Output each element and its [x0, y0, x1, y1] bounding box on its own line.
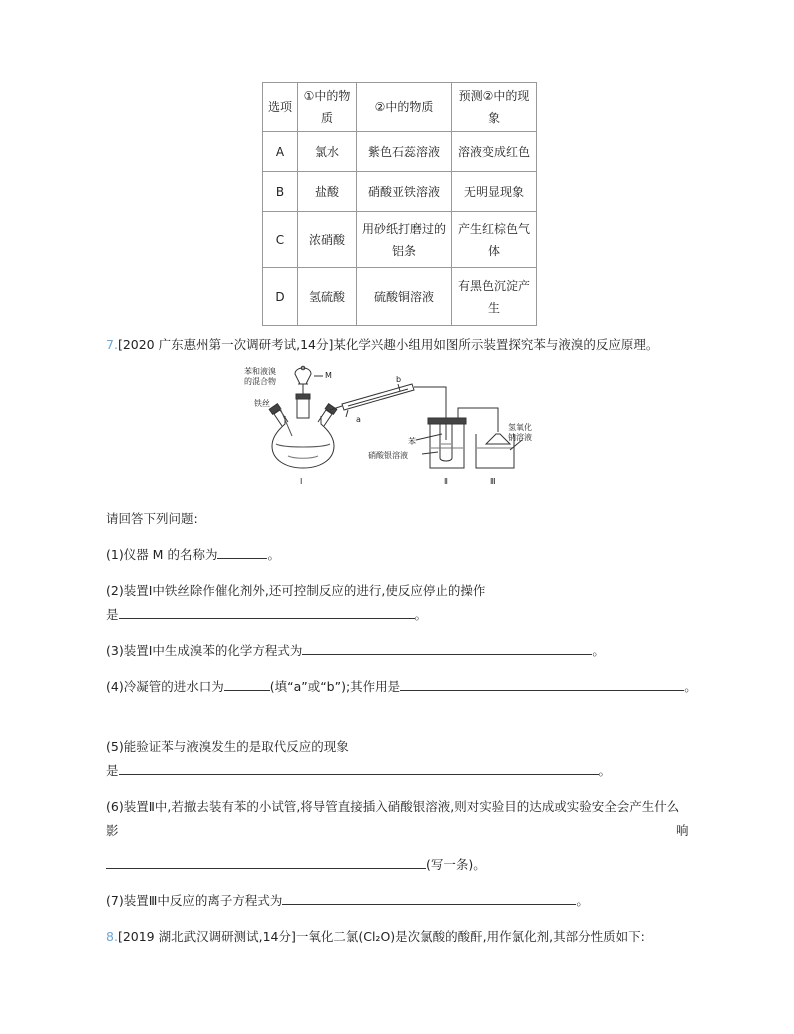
apparatus-figure	[240, 364, 540, 488]
label-outlet-b: b	[396, 375, 402, 384]
question-part-6-line2-start: 影	[106, 823, 119, 838]
answer-intro: 请回答下列问题:	[106, 511, 198, 526]
label-benzene: 苯	[408, 437, 416, 446]
answer-blank[interactable]	[302, 642, 592, 655]
question-number: 8.	[106, 929, 118, 944]
table-header: 选项	[263, 83, 298, 132]
label-mixture-line1: 苯和液溴	[244, 367, 276, 376]
table-header: ①中的物质	[298, 83, 357, 132]
question-text: [2020 广东惠州第一次调研考试,14分]某化学兴趣小组用如图所示装置探究苯与液溴的反应原理。	[117, 337, 659, 352]
question-text: (4)冷凝管的进水口为	[106, 679, 224, 694]
table-cell: 溶液变成红色	[452, 132, 537, 172]
question-text: (3)装置Ⅰ中生成溴苯的化学方程式为	[106, 643, 303, 658]
table-row	[263, 212, 537, 268]
table-cell: 硫酸铜溶液	[357, 268, 452, 326]
question-part-6-line1: (6)装置Ⅱ中,若撤去装有苯的小试管,将导管直接插入硝酸银溶液,则对实验目的达成或实验安全会产生什么	[106, 799, 680, 814]
table-cell: 紫色石蕊溶液	[357, 132, 452, 172]
label-silver-nitrate: 硝酸银溶液	[368, 451, 408, 460]
answer-blank[interactable]	[119, 762, 599, 775]
question-part-4	[106, 678, 697, 696]
table-cell: 用砂纸打磨过的铝条	[357, 212, 452, 268]
label-apparatus-iii: Ⅲ	[490, 477, 496, 486]
table-row	[263, 172, 537, 212]
question-text: 是	[106, 763, 119, 778]
question-part-6-line3	[106, 856, 486, 874]
question-text: 。	[684, 679, 697, 694]
question-text: 。	[576, 893, 589, 908]
answer-blank[interactable]	[217, 546, 267, 559]
question-part-5-line2	[106, 762, 611, 780]
question-text: 。	[598, 763, 612, 778]
question-part-1	[106, 546, 280, 564]
question-text: 。	[267, 547, 280, 562]
table-row	[263, 268, 537, 326]
table-cell: C	[263, 212, 298, 268]
answer-blank[interactable]	[282, 892, 576, 905]
question-text: 是	[106, 607, 119, 622]
table-cell: D	[263, 268, 298, 326]
table-cell: 产生红棕色气体	[452, 212, 537, 268]
question-part-5-line1: (5)能验证苯与液溴发生的是取代反应的现象	[106, 739, 349, 754]
options-table	[262, 82, 537, 326]
question-part-2-line1: (2)装置Ⅰ中铁丝除作催化剂外,还可控制反应的进行,使反应停止的操作	[106, 583, 486, 598]
question-text: (1)仪器 M 的名称为	[106, 547, 218, 562]
label-mixture-line2: 的混合物	[244, 377, 276, 386]
question-8-stem	[106, 928, 645, 946]
answer-blank[interactable]	[106, 856, 426, 869]
table-header: ②中的物质	[357, 83, 452, 132]
question-text: (7)装置Ⅲ中反应的离子方程式为	[106, 893, 283, 908]
question-part-7	[106, 892, 589, 910]
question-text: [2019 湖北武汉调研测试,14分]一氧化二氯(Cl₂O)是次氯酸的酸酐,用作氯化剂,其部分性质如下:	[117, 929, 645, 944]
label-m: M	[325, 371, 332, 380]
table-cell: 无明显现象	[452, 172, 537, 212]
table-cell: 盐酸	[298, 172, 357, 212]
question-part-3	[106, 642, 605, 660]
label-naoh-line2: 钠溶液	[508, 433, 532, 442]
table-cell: 氯水	[298, 132, 357, 172]
question-text: 。	[414, 607, 428, 622]
table-header-row	[263, 83, 537, 132]
question-part-6-line2-end: 响	[676, 823, 689, 838]
table-cell: 氢硫酸	[298, 268, 357, 326]
table-cell: B	[263, 172, 298, 212]
label-naoh-line1: 氢氧化	[508, 423, 532, 432]
answer-blank[interactable]	[224, 678, 270, 691]
question-part-2-line2	[106, 606, 427, 624]
label-apparatus-ii: Ⅱ	[444, 477, 448, 486]
table-cell: A	[263, 132, 298, 172]
label-apparatus-i: Ⅰ	[300, 477, 303, 486]
table-row	[263, 132, 537, 172]
table-cell: 浓硝酸	[298, 212, 357, 268]
answer-blank[interactable]	[119, 606, 415, 619]
question-7-stem	[106, 336, 658, 354]
answer-blank[interactable]	[400, 678, 684, 691]
table-cell: 有黑色沉淀产生	[452, 268, 537, 326]
question-text: 。	[592, 643, 605, 658]
label-iron-wire: 铁丝	[254, 399, 270, 408]
question-number: 7.	[106, 337, 118, 352]
table-cell: 硝酸亚铁溶液	[357, 172, 452, 212]
question-text: (写一条)。	[426, 857, 486, 872]
table-header: 预测②中的现象	[452, 83, 537, 132]
label-inlet-a: a	[356, 415, 361, 424]
question-text: (填“a”或“b”);其作用是	[269, 679, 401, 694]
